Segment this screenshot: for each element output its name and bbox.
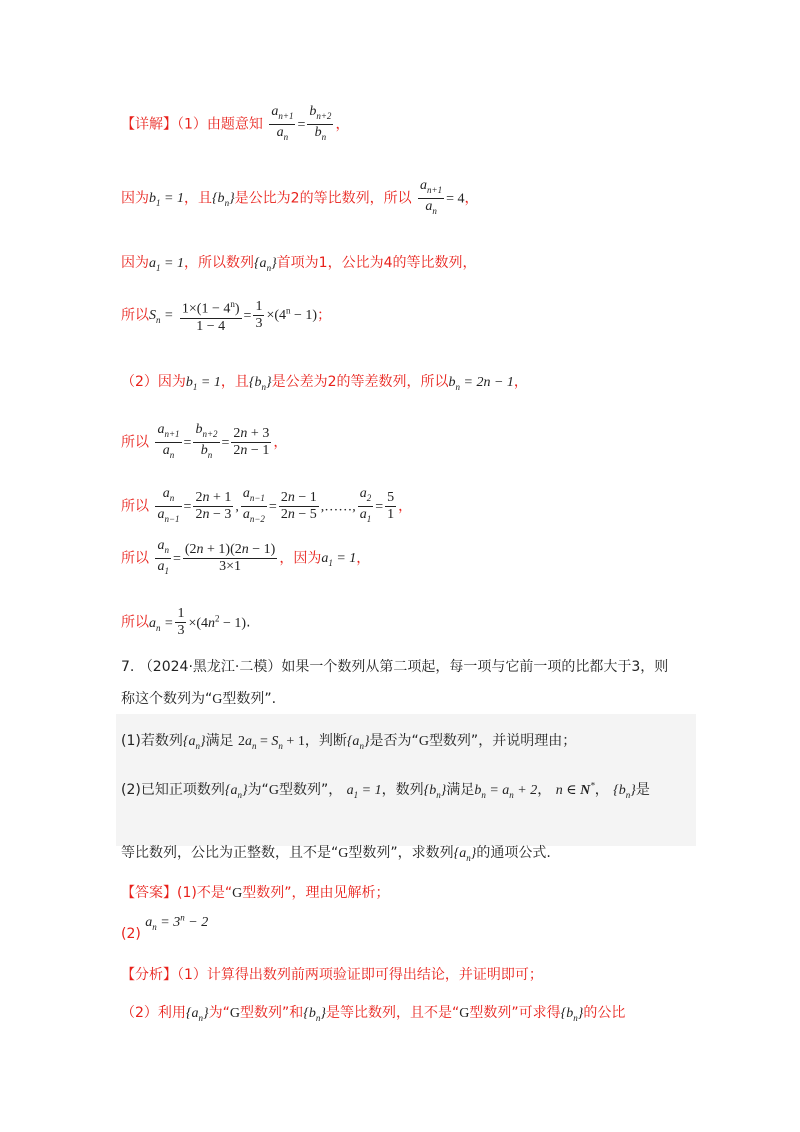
g-symbol: G [338,846,349,861]
formula: $\frac{a_n}{a_1}$ [157,538,169,576]
text: 的通项公式. [476,845,551,861]
text: 所以 [121,614,149,631]
punct: ， [335,116,350,133]
text: ，且 [220,374,249,390]
punct: ， [513,374,528,390]
text: 因为 [121,255,149,271]
text: 为“ [247,782,269,798]
formula: $\{a_n\}$ [182,734,206,751]
punct: ， [356,550,371,567]
analysis-line-2 [121,1002,625,1023]
formula: $\{a_n\}$ [253,256,277,273]
text: ， [537,782,552,798]
formula: $b_n = a_n + 2$ [474,783,538,800]
text: (2) [121,925,141,942]
formula: $\{b_n\}$ [211,191,235,209]
text: …… [324,499,353,515]
text: 是公差为2的等差数列，所以 [271,374,449,390]
formula: $\{a_n\}$ [346,734,370,751]
g-symbol: G [229,1006,241,1021]
punct: ； [317,307,332,324]
text: 因为 [121,190,149,207]
text: 是 [635,782,650,798]
detail-line-7: 所以 $\frac{a_n}{a_{n-1}}$ = $\frac{2n + 1}{2n - 3}$ , $\frac{a_{n-1}}{a_{n-2}}$ = $\frac{2n - 1}{2n - 5}$ ,……, $\frac{a_2}{a_1}$ = $\frac{5}{1}$ ， [121,486,412,527]
question-part-2 [121,779,650,800]
ratio-formula-b: $\frac{b_{n+2}}{b_n}$ [309,104,332,142]
question-stem: 如果一个数列从第二项起，每一项与它前一项的比都大于3，则 [281,659,669,675]
formula: $\frac{2n + 1}{2n - 3}$ [195,489,232,522]
ratio-formula: $\frac{a_{n+1}}{a_n}$ [271,104,294,142]
text: 所以 [121,498,149,515]
text: 的公比 [583,1005,626,1021]
formula: $\frac{1}{3}$ [177,606,185,638]
formula: n ∈ N* [555,780,595,798]
text: 等比数列，公比为正整数，且不是“ [121,845,339,861]
text: 首项为1，公比为4的等比数列， [276,255,477,271]
answer-line-2 [121,912,209,942]
text: （2）利用 [121,1005,186,1021]
formula: $\frac{(2n + 1)(2n - 1)}{3\times 1}$ [184,541,276,574]
formula: $\{b_n\}$ [248,375,272,392]
punct: . [246,614,251,631]
text: 满足 [446,782,475,798]
text: 型数列”和 [240,1005,304,1021]
text: 所以 [121,434,149,451]
text: 是否为“ [369,733,419,749]
answer-tag: 【答案】 [121,885,177,901]
formula: $\frac{a_n}{a_{n-1}}$ [157,486,180,524]
question-source: （2024·黑龙江·二模） [138,659,282,675]
formula: $\{b_n\}$ [423,783,447,800]
g-symbol: G [268,783,279,798]
text: ， [594,782,609,798]
formula: $\frac{a_{n-1}}{a_{n-2}}$ [242,486,265,524]
question-part-2-cont [121,842,551,863]
detail-line-1: 【详解】（1）由题意知 $\frac{a_{n+1}}{a_n}$ = $\frac{b_{n+2}}{b_n}$ ， [121,104,349,145]
formula: $a_1 = 1$ [149,256,184,273]
text: 是等比数列，且不是“ [326,1005,460,1021]
formula: $\frac{5}{1}$ [387,489,395,522]
formula: $a_1 = 1$ [346,783,382,800]
text: ，判断 [304,733,347,749]
text: 是公比为2的等比数列，所以 [234,190,412,207]
formula: $\frac{1}{3}$ [255,298,263,331]
text: 所以 [121,550,149,567]
question-line-1 [121,656,668,676]
text: ，所以数列 [183,255,254,271]
question-part-1 [121,730,576,751]
formula: $b_1 = 1$ [185,375,221,392]
formula: $b_1 = 1$ [149,191,184,209]
formula: $S_n$ = [149,308,174,326]
formula: $\frac{a_{n+1}}{a_n}$ [157,422,180,460]
text: （1）计算得出数列前两项验证即可得出结论，并证明即可； [177,967,543,983]
formula: $2a_n = S_n + 1$ [238,734,305,751]
formula: $\frac{a_{n+1}}{a_n}$ [420,178,443,216]
question-number: 7. [121,659,135,675]
formula: $\{a_n\}$ [453,846,477,863]
formula: $a_1 = 1$ [321,551,357,569]
analysis-tag: 【分析】 [121,967,177,983]
detail-line-3 [121,252,477,273]
detail-tag: 【详解】 [121,116,177,133]
text: 称这个数列为“ [121,691,213,707]
formula: $\frac{a_2}{a_1}$ [359,486,372,524]
text: (2)已知正项数列 [121,782,225,798]
punct: ， [398,498,413,515]
g-symbol: G [459,1006,470,1021]
text: ，数列 [381,782,424,798]
formula: $\{b_n\}$ [613,783,636,800]
g-symbol: G [418,734,429,749]
text: 型数列”，理由见解析； [242,885,390,901]
formula: $\frac{2n + 3}{2n - 1}$ [233,425,270,458]
formula: $\frac{1\times(1 - 4^n)}{1 - 4}$ [180,296,242,335]
text: 型数列”，并说明理由； [428,733,577,749]
g-symbol: G [212,692,223,707]
punct: ， [273,434,288,451]
detail-line-2: 因为$b_1 = 1$，且$\{b_n\}$是公比为2的等比数列，所以 $\frac{a_{n+1}}{a_n}$ = 4， [121,178,479,219]
formula: $a_n$ = [149,615,174,633]
formula: $b_n = 2n - 1$ [448,375,514,392]
formula: $\frac{b_{n+2}}{b_n}$ [195,422,218,460]
detail-line-5 [121,371,528,392]
text: 所以 [121,307,149,324]
text: 为“ [208,1005,230,1021]
formula: $\frac{2n - 1}{2n - 5}$ [280,489,317,522]
formula: $\{a_n\}$ [185,1006,209,1023]
text: (1)若数列 [121,733,183,749]
punct: ， [464,190,479,207]
text: 型数列”，求数列 [348,845,454,861]
detail-line-8: 所以 $\frac{a_n}{a_1}$ = $\frac{(2n + 1)(2n - 1)}{3\times 1}$ ，因为$a_1 = 1$， [121,538,370,579]
detail-line-6: 所以 $\frac{a_{n+1}}{a_n}$ = $\frac{b_{n+2}}{b_n}$ = $\frac{2n + 3}{2n - 1}$ ， [121,422,287,463]
analysis-line-1 [121,964,543,984]
detail-text: （1）由题意知 [177,116,263,133]
text: 型数列”， [278,782,343,798]
text: 型数列”. [222,691,277,707]
answer-line-1 [121,882,389,902]
formula: $\{b_n\}$ [303,1006,327,1023]
formula: $\{b_n\}$ [560,1006,584,1023]
formula: $\{a_n\}$ [224,783,248,800]
text: 满足 [205,733,234,749]
text: 型数列”可求得 [469,1005,561,1021]
detail-line-9: 所以$a_n$ = $\frac{1}{3}$ $\times(4n^2 - 1)$. [121,606,251,638]
text: (1)不是“ [177,885,233,901]
formula: $a_n = 3^n - 2$ [145,912,209,932]
detail-line-4: 所以$S_n$ = $\frac{1\times(1 - 4^n)}{1 - 4}$ = $\frac{1}{3}$ $\times(4^n - 1)$； [121,296,331,335]
g-symbol: G [232,886,243,901]
question-line-2 [121,688,276,708]
text: ，因为 [279,550,322,567]
text: ，且 [183,190,212,207]
text: （2）因为 [121,374,186,390]
